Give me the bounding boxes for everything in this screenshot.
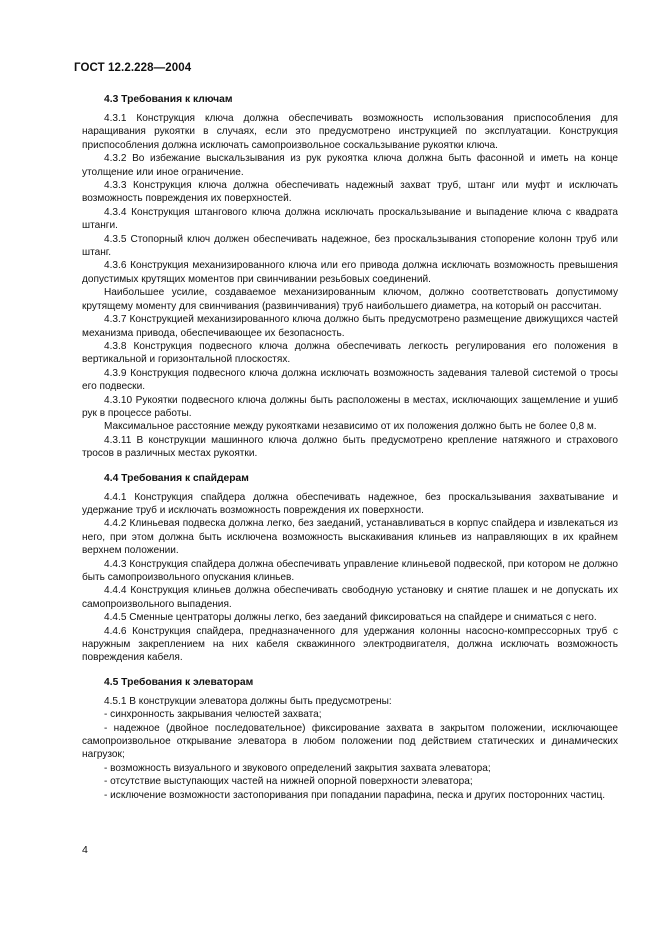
paragraph-4-3-10: 4.3.10 Рукоятки подвесного ключа должны быть расположены в местах, исключающих защемление и ушиб рук в процессе работы. [82,394,618,419]
paragraph-4-3-10-note: Максимальное расстояние между рукоятками независимо от их положения должно быть не более 0,8 м. [104,421,597,433]
paragraph-4-3-9: 4.3.9 Конструкция подвесного ключа должна исключать возможность задевания талевой системой о тросы его подвески. [82,367,618,393]
list-item: - отсутствие выступающих частей на нижней опорной поверхности элеватора; [104,776,473,788]
section-elevators [82,676,618,802]
paragraph-4-3-7: 4.3.7 Конструкцией механизированного ключа должно быть предусмотрено размещение движущихся частей механизма привода, обеспечивающее их безопасность. [82,314,618,339]
paragraph-4-4-2: 4.4.2 Клиньевая подвеска должна легко, без заеданий, устанавливаться в корпус спайдера и извлекаться из него, при этом должна быть исключена возможность выскакивания клиньев из направляющих в их крайнем верхнем положении. [82,518,618,557]
paragraph-4-3-5: 4.3.5 Стопорный ключ должен обеспечивать надежное, без проскальзывания стопорение колонн труб или штанг. [82,233,618,259]
paragraph-4-3-8: 4.3.8 Конструкция подвесного ключа должна обеспечивать легкость регулирования его положения в вертикальной и горизонтальной плоскостях. [82,340,618,366]
section-spiders [82,472,618,665]
paragraph-4-3-3: 4.3.3 Конструкция ключа должна обеспечивать надежный захват труб, штанг или муфт и исключать возможность повреждения их поверхностей. [82,180,618,205]
list-item: - надежное (двойное последовательное) фиксирование захвата в закрытом положении, исключающее самопроизвольное открывание элеватора в любом положении под действием статических и динамических нагрузок; [82,722,618,761]
paragraph-4-3-1: 4.3.1 Конструкция ключа должна обеспечивать возможность использования приспособления для наращивания рукоятки в случаях, если это предусмотрено инструкцией по эксплуатации. Конструкция приспособления должна исключать самопроизвольное соскальзывание рукоятки ключа. [82,113,618,151]
list-item: - синхронность закрывания челюстей захвата; [104,709,322,721]
section-title: 4.3 Требования к ключам [104,94,233,105]
paragraph-4-4-3: 4.4.3 Конструкция спайдера должна обеспечивать управление клиньевой подвеской, при котором не должно быть самопроизвольного опускания клиньев. [82,558,618,583]
paragraph-4-4-5: 4.4.5 Сменные центраторы должны легко, без заеданий фиксироваться на спайдере и сниматься с него. [104,612,597,624]
paragraph-4-3-4: 4.3.4 Конструкция штангового ключа должна исключать проскальзывание и выпадение ключа с квадрата штанги. [82,206,618,232]
paragraph-4-3-11: 4.3.11 В конструкции машинного ключа должно быть предусмотрено крепление натяжного и страхового тросов в различных местах рукоятки. [82,434,618,460]
section-title: 4.4 Требования к спайдерам [104,472,249,484]
list-item: - исключение возможности застопоривания при попадании парафина, песка и других посторонних частиц. [104,789,606,801]
section-keys [82,93,618,461]
page-content [82,93,618,802]
paragraph-4-4-6: 4.4.6 Конструкция спайдера, предназначенного для удержания колонны насосно-компрессорных труб с наружным закреплением на них кабеля скважинного электродвигателя, должна исключать возможность повреждения кабеля. [82,625,618,664]
page-number: 4 [82,844,88,856]
paragraph-4-3-6-note: Наибольшее усилие, создаваемое механизированным ключом, должно соответствовать допустимому крутящему моменту для свинчивания (развинчивания) труб наибольшего диаметра, на который он рассчитан. [82,287,618,312]
paragraph-4-4-1: 4.4.1 Конструкция спайдера должна обеспечивать надежное, без проскальзывания захватывание и удержание труб и исключать возможность повреждения их поверхности. [82,491,618,516]
list-item: - возможность визуального и звукового определений закрытия захвата элеватора; [104,762,491,774]
paragraph-4-4-4: 4.4.4 Конструкция клиньев должна обеспечивать свободную установку и снятие плашек и не допускать их самопроизвольного выпадения. [82,585,618,610]
paragraph-4-3-2: 4.3.2 Во избежание выскальзывания из рук рукоятка ключа должна быть фасонной и иметь на конце утолщение или иное ограничение. [82,153,618,178]
standard-header: ГОСТ 12.2.228—2004 [74,62,192,74]
paragraph-4-5-1: 4.5.1 В конструкции элеватора должны быть предусмотрены: [104,695,392,707]
section-title: 4.5 Требования к элеваторам [104,676,254,688]
paragraph-4-3-6: 4.3.6 Конструкция механизированного ключа или его привода должна исключать возможность превышения допустимых крутящих моментов при свинчивании резьбовых соединений. [82,260,618,285]
